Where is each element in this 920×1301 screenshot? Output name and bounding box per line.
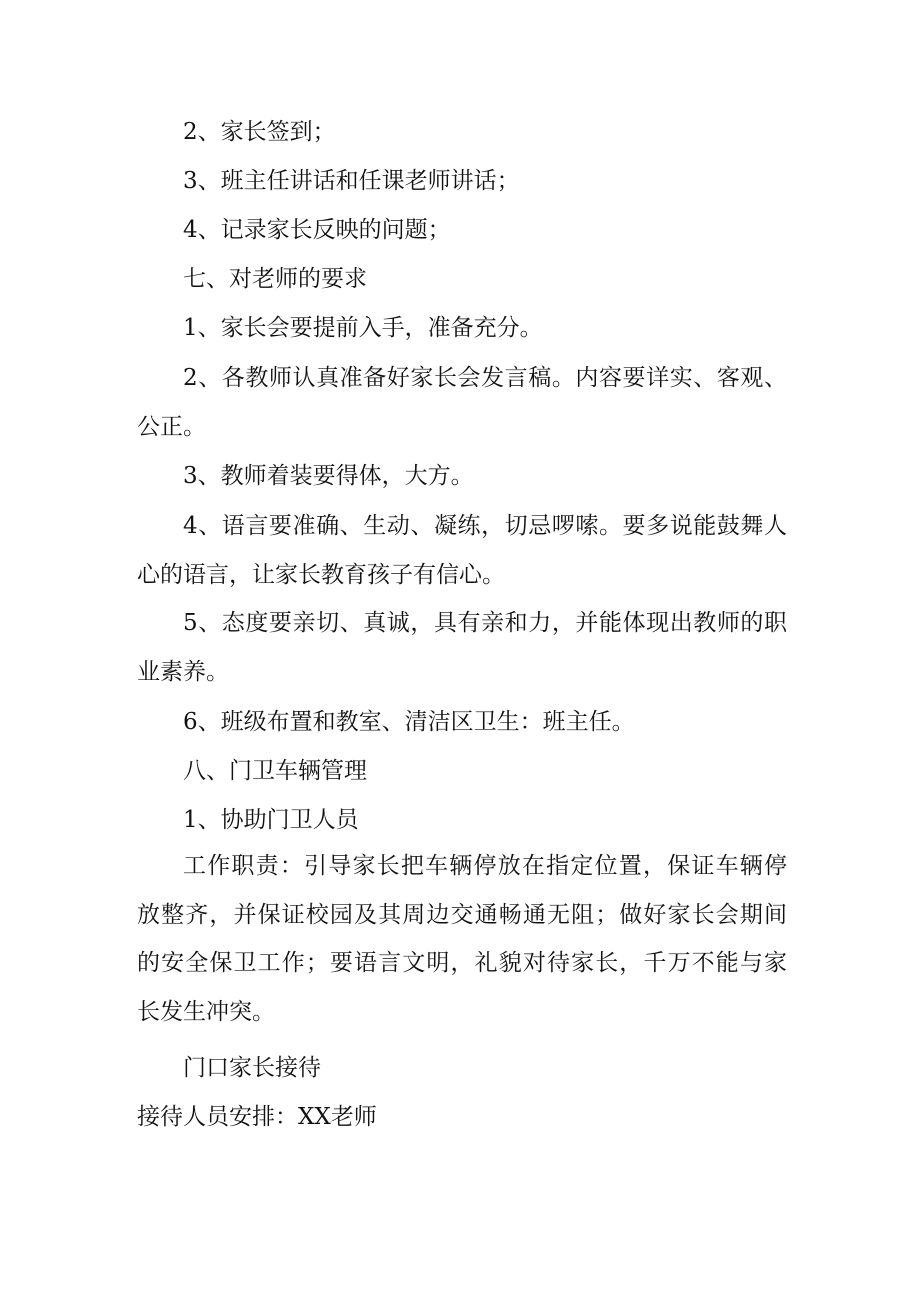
job-duties-paragraph: 工作职责：引导家长把车辆停放在指定位置，保证车辆停 放整齐，并保证校园及其周边交通畅通无阻；做好家长会期间 的安全保卫工作；要语言文明，礼貌对待家长，千万不能与家 长发生冲突。 xyxy=(137,853,787,1025)
requirement-item-5: 5、态度要亲切、真诚，具有亲和力，并能体现出教师的职业素养。 xyxy=(137,610,787,685)
requirement-item-3: 3、教师着装要得体，大方。 xyxy=(183,463,474,489)
entrance-reception-heading: 门口家长接待 xyxy=(183,1055,321,1081)
requirement-item-2: 2、各教师认真准备好家长会发言稿。内容要详实、客观、公正。 xyxy=(137,365,787,440)
list-item-parent-signin: 2、家长签到； xyxy=(183,119,336,145)
requirement-item-4: 4、语言要准确、生动、凝练，切忌啰嗦。要多说能鼓舞人心的语言，让家长教育孩子有信心。 xyxy=(137,513,787,588)
section-heading-gate-vehicle-management: 八、门卫车辆管理 xyxy=(183,758,367,784)
requirement-item-1: 1、家长会要提前入手，准备充分。 xyxy=(183,315,543,341)
list-item-teacher-speech: 3、班主任讲话和任课老师讲话； xyxy=(183,168,520,194)
gate-item-1: 1、协助门卫人员 xyxy=(183,807,359,833)
requirement-item-6: 6、班级布置和教室、清洁区卫生：班主任。 xyxy=(183,709,635,735)
reception-staff-line: 接待人员安排：XX老师 xyxy=(137,1104,377,1130)
section-heading-teacher-requirements: 七、对老师的要求 xyxy=(183,266,367,292)
list-item-record-issues: 4、记录家长反映的问题； xyxy=(183,217,451,243)
